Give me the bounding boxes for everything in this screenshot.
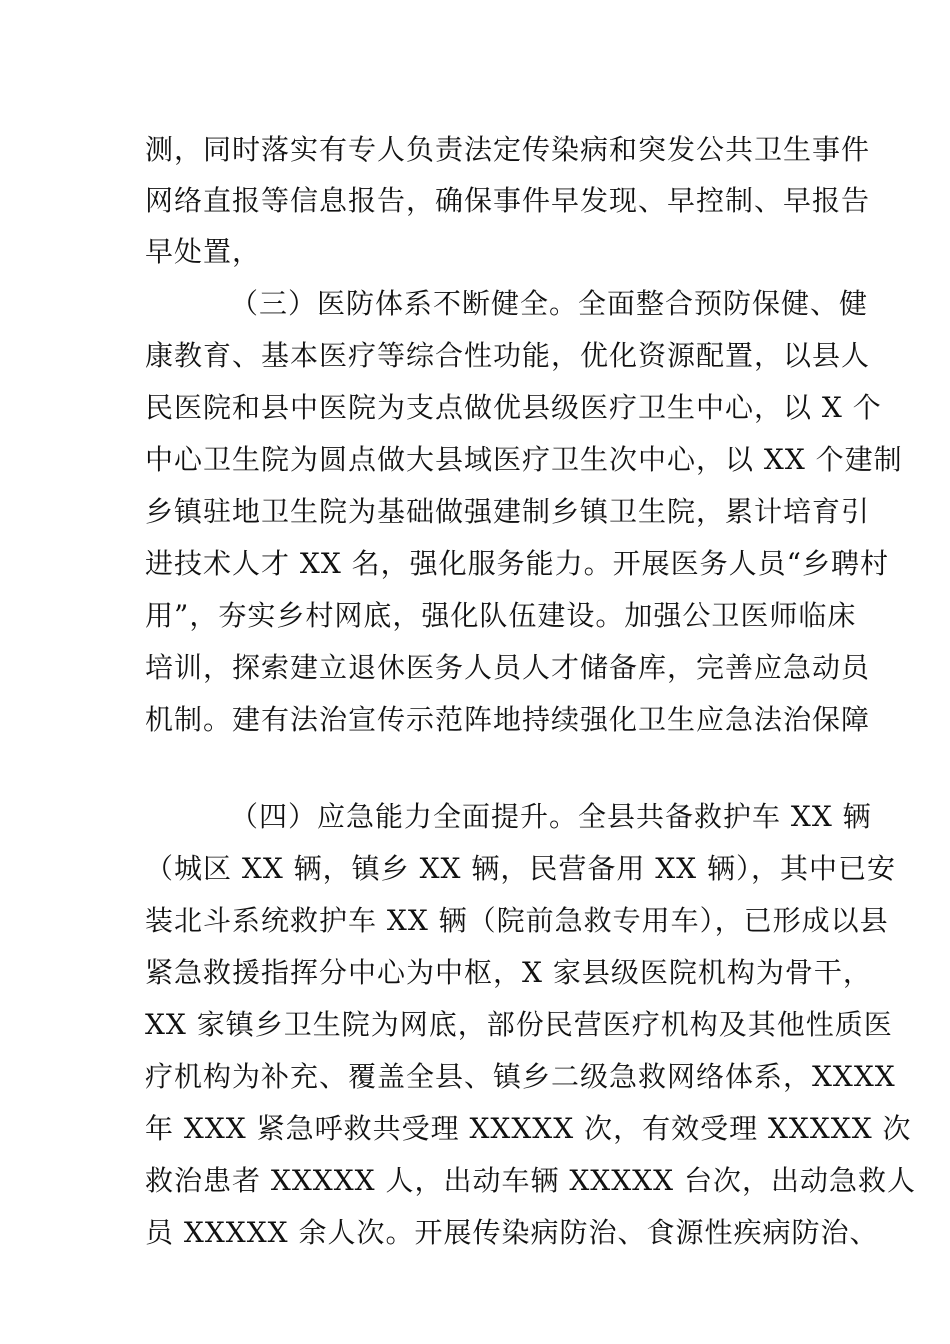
text-line: 救治患者 XXXXX 人，出动车辆 XXXXX 台次，出动急救人 bbox=[145, 1164, 916, 1197]
paragraph-heading-3: （三）医防体系不断健全。全面整合预防保健、健 bbox=[230, 287, 869, 320]
text-line: 进技术人才 XX 名，强化服务能力。开展医务人员“乡聘村 bbox=[145, 547, 889, 580]
text-line: 员 XXXXX 余人次。开展传染病防治、食源性疾病防治、 bbox=[145, 1216, 879, 1249]
text-line: 中心卫生院为圆点做大县域医疗卫生次中心，以 XX 个建制 bbox=[145, 443, 903, 476]
text-line: 康教育、基本医疗等综合性功能，优化资源配置，以县人 bbox=[145, 339, 871, 372]
text-line: 测，同时落实有专人负责法定传染病和突发公共卫生事件 bbox=[145, 133, 871, 166]
paragraph-heading-4: （四）应急能力全面提升。全县共备救护车 XX 辆 bbox=[230, 800, 872, 833]
text-line: 培训，探索建立退休医务人员人才储备库，完善应急动员 bbox=[145, 651, 871, 684]
text-line: XX 家镇乡卫生院为网底，部份民营医疗机构及其他性质医 bbox=[145, 1008, 893, 1041]
text-line: 乡镇驻地卫生院为基础做强建制乡镇卫生院，累计培育引 bbox=[145, 495, 871, 528]
text-line: 用”，夯实乡村网底，强化队伍建设。加强公卫医师临床 bbox=[145, 599, 857, 632]
text-line: 紧急救援指挥分中心为中枢，X 家县级医院机构为骨干， bbox=[145, 956, 872, 989]
text-line: 装北斗系统救护车 XX 辆（院前急救专用车），已形成以县 bbox=[145, 904, 889, 937]
text-line: 网络直报等信息报告，确保事件早发现、早控制、早报告 bbox=[145, 184, 871, 217]
text-line: 年 XXX 紧急呼救共受理 XXXXX 次，有效受理 XXXXX 次 bbox=[145, 1112, 912, 1145]
text-line: 民医院和县中医院为支点做优县级医疗卫生中心，以 X 个 bbox=[145, 391, 882, 424]
text-line: 疗机构为补充、覆盖全县、镇乡二级急救网络体系，XXXX bbox=[145, 1060, 896, 1093]
text-line: （城区 XX 辆，镇乡 XX 辆，民营备用 XX 辆），其中已安 bbox=[145, 852, 897, 885]
text-line: 早处置， bbox=[145, 235, 262, 268]
text-line: 机制。建有法治宣传示范阵地持续强化卫生应急法治保障 bbox=[145, 703, 871, 736]
